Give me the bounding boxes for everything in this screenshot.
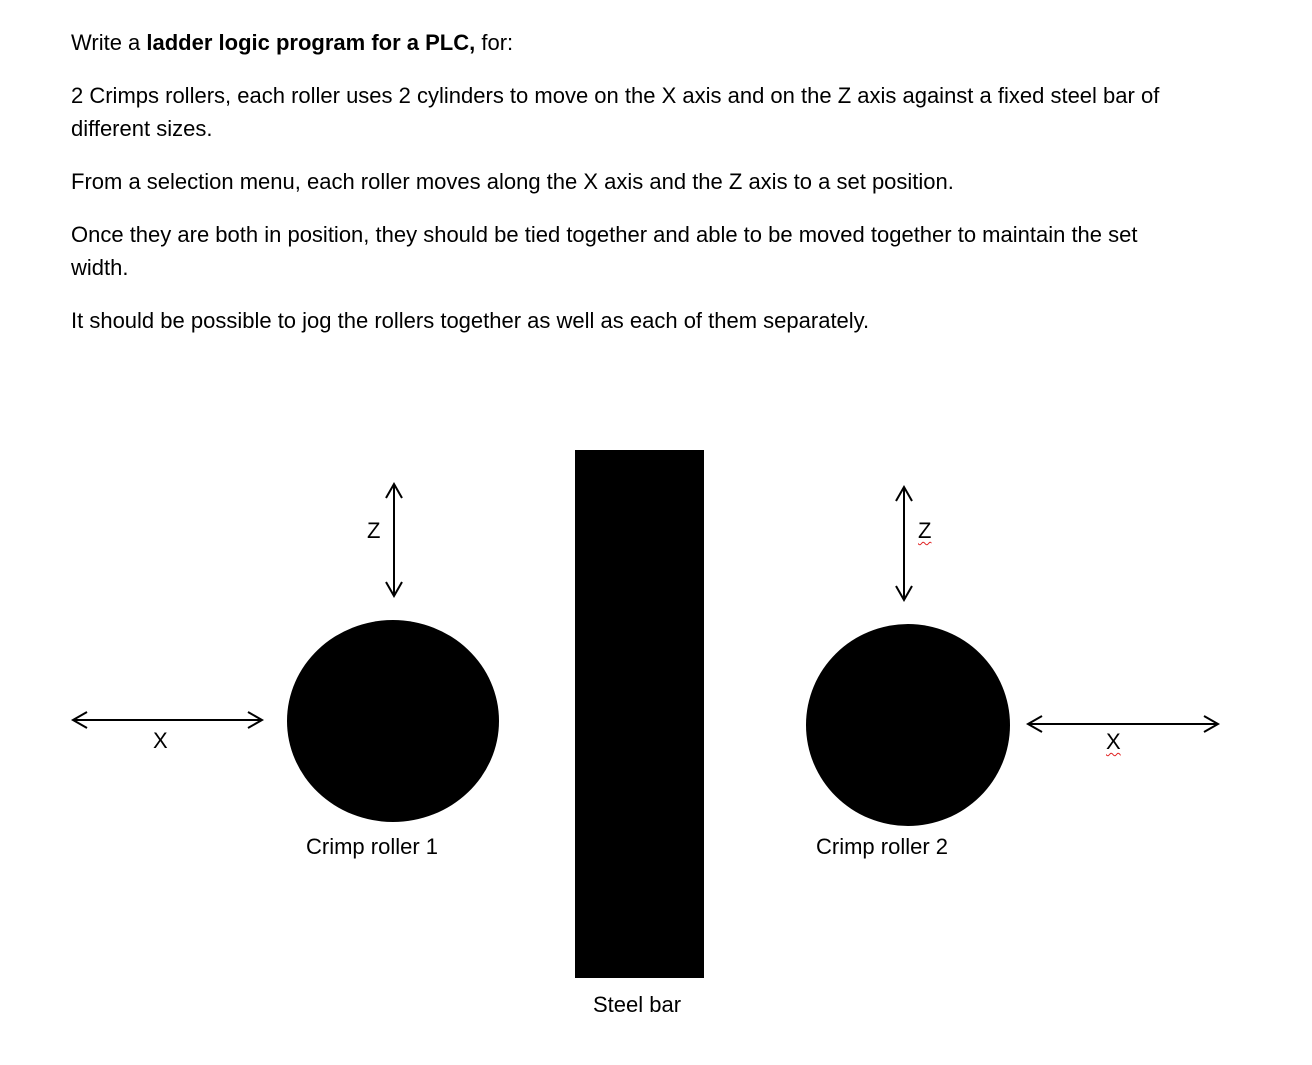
roller1-z-axis-arrow: [386, 484, 402, 596]
roller1-x-axis-arrow: [73, 712, 262, 728]
paragraph-rollers: 2 Crimps rollers, each roller uses 2 cylinders to move on the X axis and on the Z axis against a fixed steel bar of different sizes.: [71, 83, 1160, 141]
roller2-z-label: Z: [918, 518, 932, 543]
roller1-z-label: Z: [367, 518, 381, 543]
crimp-roller-1-label: Crimp roller 1: [306, 834, 439, 859]
crimp-roller-2-label: Crimp roller 2: [816, 834, 949, 859]
intro-prefix: Write a: [71, 30, 147, 55]
paragraph-tied-together: Once they are both in position, they should be tied together and able to be moved together to maintain the set width.: [71, 222, 1138, 280]
intro-suffix: for:: [475, 30, 514, 55]
paragraph-jog: It should be possible to jog the rollers together as well as each of them separately.: [71, 308, 870, 333]
steel-bar-label: Steel bar: [593, 992, 682, 1017]
roller1-x-label: X: [153, 728, 168, 753]
roller2-x-axis-arrow: [1028, 716, 1218, 732]
crimp-roller-2: [806, 624, 1010, 826]
roller2-x-label: X: [1106, 729, 1121, 754]
intro-bold: ladder logic program for a PLC,: [146, 30, 476, 55]
paragraph-selection-menu: From a selection menu, each roller moves along the X axis and the Z axis to a set position.: [71, 169, 954, 194]
roller2-z-axis-arrow: [896, 487, 912, 600]
steel-bar: [575, 450, 704, 978]
crimp-roller-1: [287, 620, 499, 822]
